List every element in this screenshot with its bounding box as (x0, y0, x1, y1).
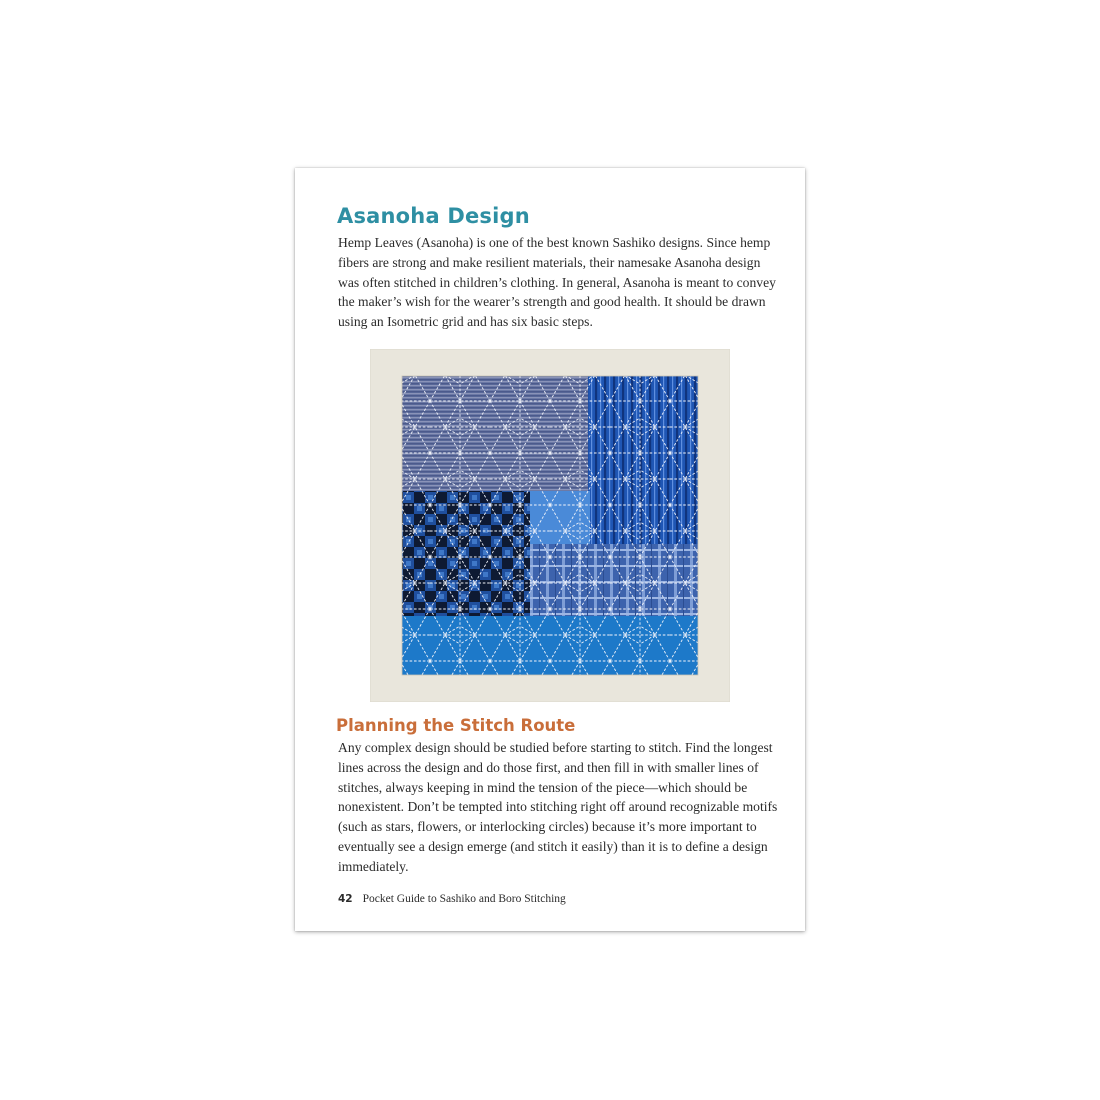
page-footer (338, 893, 566, 905)
section-title: Asanoha Design (337, 204, 530, 228)
stitch-route-paragraph: Any complex design should be studied before starting to stitch. Find the longest lines across the design and do those first, and then fill in with smaller lines of stitches, always keeping in mind the tension of the piece—which should be nonexistent. Don’t be tempted into stitching right off around recognizable motifs (such as stars, flowers, or interlocking circles) because it’s more important to eventually see a design emerge (and stitch it easily) than it is to define a design immediately. (338, 740, 778, 874)
sashiko-quilt-photo (370, 349, 730, 702)
running-title: Pocket Guide to Sashiko and Boro Stitching (362, 893, 566, 905)
book-page (295, 168, 805, 931)
page-number: 42 (338, 893, 353, 905)
subsection-title: Planning the Stitch Route (336, 716, 576, 735)
intro-paragraph: Hemp Leaves (Asanoha) is one of the best known Sashiko designs. Since hemp fibers are strong and make resilient materials, their namesake Asanoha design was often stitched in children’s clothing. In general, Asanoha is meant to convey the maker’s wish for the wearer’s strength and good health. It should be drawn using an Isometric grid and has six basic steps. (338, 235, 776, 330)
